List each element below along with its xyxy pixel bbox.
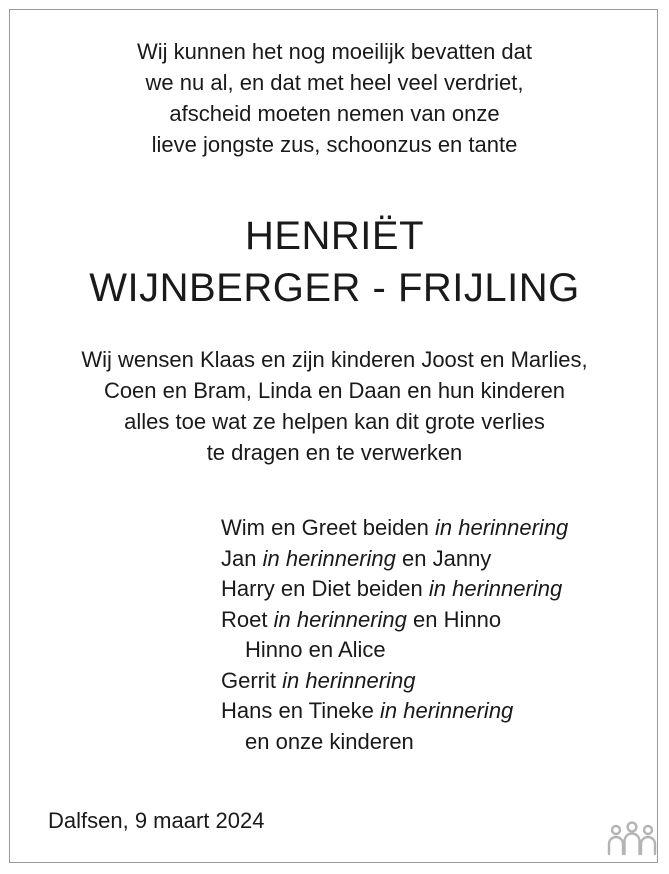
wishes-line: te dragen en te verwerken — [206, 440, 463, 465]
signatory-remembrance: in herinnering — [379, 698, 514, 723]
signatory-line — [221, 696, 568, 727]
signatory-line — [221, 513, 568, 544]
wishes-line: Coen en Bram, Linda en Daan en hun kinderen — [103, 378, 566, 403]
signatory-text: Hinno en Alice — [245, 637, 386, 662]
signatory-remembrance: in herinnering — [273, 606, 407, 632]
wishes-line: Wij wensen Klaas en zijn kinderen Joost en Marlies, — [81, 347, 588, 372]
signatory-text: Jan — [221, 545, 263, 571]
signatory-text: en onze kinderen — [245, 728, 414, 754]
signatory-text: Harry en Diet beiden — [221, 576, 429, 601]
wishes-line: alles toe wat ze helpen kan dit grote verlies — [124, 409, 545, 434]
signatory-remembrance: in herinnering — [428, 576, 563, 601]
signatory-remembrance: in herinnering — [262, 545, 396, 571]
signatory-text: Wim en Greet beiden — [221, 515, 435, 540]
deceased-name — [0, 210, 669, 314]
signatory-text: Roet — [221, 606, 274, 632]
intro-line: afscheid moeten nemen van onze — [169, 101, 500, 126]
deceased-first-name: HENRIËT — [244, 214, 425, 258]
deceased-surname: WIJNBERGER - FRIJLING — [89, 266, 580, 310]
signatory-line — [221, 544, 568, 575]
signatories-list — [221, 513, 568, 757]
signatory-line — [221, 574, 568, 605]
intro-text — [0, 36, 669, 160]
signatory-text: Gerrit — [221, 667, 283, 693]
signatory-line — [221, 605, 568, 636]
intro-line: Wij kunnen het nog moeilijk bevatten dat — [136, 39, 532, 64]
signatory-text: en Janny — [395, 545, 492, 571]
intro-line: lieve jongste zus, schoonzus en tante — [151, 132, 518, 157]
signatory-remembrance: in herinnering — [282, 667, 416, 693]
place-and-date: Dalfsen, 9 maart 2024 — [48, 808, 265, 833]
signatory-line — [221, 635, 568, 666]
signatory-text: Hans en Tineke — [221, 698, 380, 723]
wishes-text — [0, 344, 669, 468]
signatory-line — [221, 727, 568, 758]
signatory-line — [221, 666, 568, 697]
intro-line: we nu al, en dat met heel veel verdriet, — [145, 70, 524, 95]
people-group-icon — [606, 818, 658, 860]
signatory-remembrance: in herinnering — [434, 515, 569, 540]
signatory-text: en Hinno — [406, 606, 502, 632]
